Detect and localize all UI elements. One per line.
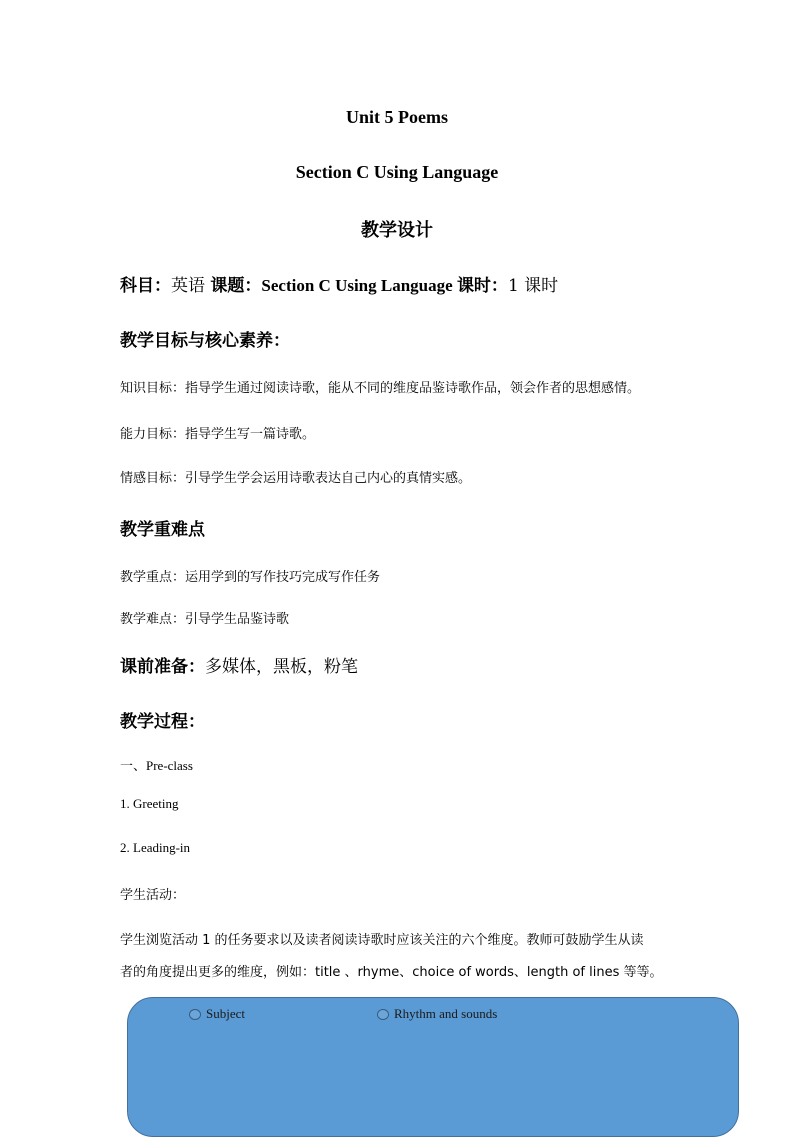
key-points-heading: 教学重难点: [120, 520, 205, 540]
dimension-subject-label: Subject: [206, 1006, 245, 1021]
leading-in-item: 2. Leading-in: [120, 840, 191, 855]
knowledge-objective: 知识目标：指导学生通过阅读诗歌，能从不同的维度品鉴诗歌作品，领会作者的思想感情。: [120, 381, 641, 396]
design-title: 教学设计: [361, 220, 433, 241]
activity-line-1: 学生浏览活动 1 的任务要求以及读者阅读诗歌时应该关注的六个维度。教师可鼓励学生从读: [120, 933, 644, 948]
subject-label: 科目：: [120, 276, 171, 296]
dimension-rhythm-label: Rhythm and sounds: [394, 1006, 498, 1021]
preparation-label: 课前准备：: [120, 657, 205, 677]
objectives-heading: 教学目标与核心素养：: [120, 331, 290, 351]
topic-label: 课题：: [210, 276, 262, 296]
circle-icon: [189, 1009, 201, 1020]
student-activity-label: 学生活动：: [120, 888, 186, 903]
pre-class-item: 一、Pre-class: [120, 758, 193, 773]
emotion-objective: 情感目标：引导学生学会运用诗歌表达自己内心的真情实感。: [120, 471, 472, 486]
circle-icon: [377, 1009, 389, 1020]
meta-line: [120, 271, 558, 296]
section-title: Section C Using Language: [295, 162, 499, 182]
key-point: 教学重点：运用学到的写作技巧完成写作任务: [120, 570, 381, 585]
activity-line-2: 者的角度提出更多的维度，例如：title 、rhyme、choice of words、length of lines 等等。: [120, 965, 663, 980]
preparation-value: 多媒体，黑板，粉笔: [205, 657, 358, 677]
preparation-line: [120, 652, 358, 677]
topic-value: Section C Using Language: [261, 276, 457, 295]
dimension-rhythm: [377, 1006, 497, 1022]
unit-title: Unit 5 Poems: [346, 107, 448, 127]
period-value: 1 课时: [507, 276, 559, 296]
difficult-point: 教学难点：引导学生品鉴诗歌: [120, 612, 290, 627]
process-heading: 教学过程：: [120, 712, 205, 732]
ability-objective: 能力目标：指导学生写一篇诗歌。: [120, 427, 316, 442]
subject-value: 英语: [171, 276, 211, 296]
dimension-subject: [189, 1006, 245, 1022]
greeting-item: 1. Greeting: [120, 796, 179, 811]
period-label: 课时：: [456, 276, 508, 296]
